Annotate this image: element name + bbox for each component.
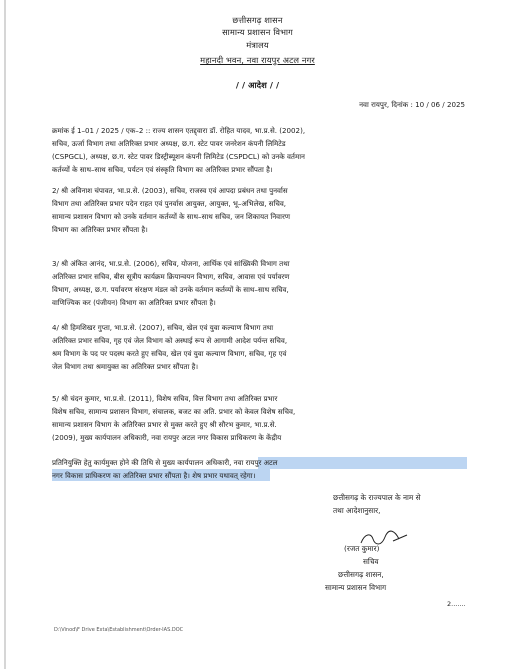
para3-line: अतिरिक्त प्रभार सचिव, बीस सूत्रीय कार्यक्रम क्रियान्वयन विभाग, सचिव, आवास एवं पर्यावरण [52,272,290,281]
para4-line: श्रम विभाग के पद पर पदस्थ करते हुए सचिव, खेल एवं युवा कल्याण विभाग, सचिव, गृह एवं [52,349,287,358]
file-path: D:\Vinod\F Drive Exta\Establishment\Order-IAS.DOC [54,627,184,633]
para3-line: विभाग, अध्यक्ष, छ.ग. पर्यावरण संरक्षण मंडल को उनके वर्तमान कर्तव्यों के साथ–साथ सचिव, [52,285,289,294]
ministry-label: मंत्रालय [246,40,269,50]
para5-line: प्रतिनियुक्ति हेतु कार्यमुक्त होने की तिथि से मुख्य कार्यपालन अधिकारी, नवा रायपुर अटल [52,458,278,467]
para2-line: 2/ श्री अविनाश चंपावत, भा.प्र.से. (2003), सचिव, राजस्व एवं आपदा प्रबंधन तथा पुनर्वास [52,186,288,195]
para5-line: सामान्य प्रशासन विभाग के अतिरिक्त प्रभार से मुक्त करते हुए श्री सौरभ कुमार, भा.प्र.से. [52,420,277,429]
para2-line: सामान्य प्रशासन विभाग को उनके वर्तमान कर्तव्यों के साथ–साथ सचिव, जन शिकायत निवारण [52,212,290,221]
page-continuation-marker: 2....... [447,600,466,608]
para2-line: विभाग का अतिरिक्त प्रभार सौंपता है। [52,225,148,234]
signatory-office: छत्तीसगढ़ शासन, [338,570,384,579]
para5-line: नगर विकास प्राधिकरण का अतिरिक्त प्रभार सौंपता है। शेष प्रभार यथावत् रहेगा। [52,471,256,480]
para5-line: 5/ श्री चंदन कुमार, भा.प्र.से. (2011), विशेष सचिव, वित्त विभाग तथा अतिरिक्त प्रभार [52,394,278,403]
date-line: नवा रायपुर, दिनांक : 10 / 06 / 2025 [359,100,465,109]
para1-line: (CSPGCL), अध्यक्ष, छ.ग. स्टेट पावर डिस्ट्रीब्यूशन कंपनी लिमिटेड (CSPDCL) को उनके वर्तमान [52,152,305,161]
para4-line: अतिरिक्त प्रभार सचिव, गृह एवं जेल विभाग को अस्थाई रूप से आगामी आदेश पर्यन्त सचिव, [52,336,288,345]
govt-name: छत्तीसगढ़ शासन [232,15,283,25]
closing-line: छत्तीसगढ़ के राज्यपाल के नाम से [333,493,421,502]
para5-line: (2009), मुख्य कार्यपालन अधिकारी, नवा रायपुर अटल नगर विकास प्राधिकरण के केंद्रीय [52,433,282,442]
para5-line: विशेष सचिव, सामान्य प्रशासन विभाग, संचालक, बजट का अति. प्रभार को केवल विशेष सचिव, [52,407,296,416]
closing-line: तथा आदेशानुसार, [333,506,381,515]
address-line: महानदी भवन, नवा रायपुर अटल नगर [200,55,315,65]
department-name: सामान्य प्रशासन विभाग [222,27,293,37]
order-title: / / आदेश / / [235,80,280,90]
signatory-name: (रजत कुमार) [344,544,380,553]
para1-line: क्रमांक ई 1–01 / 2025 / एक–2 :: राज्य शासन एतद्द्वारा डॉ. रोहित यादव, भा.प्र.से. (2002), [52,126,306,135]
signatory-designation: सचिव [363,557,379,566]
para3-line: 3/ श्री अंकित आनंद, भा.प्र.से. (2006), सचिव, योजना, आर्थिक एवं सांख्यिकी विभाग तथा [52,259,290,268]
para2-line: विभाग तथा अतिरिक्त प्रभार पदेन राहत एवं पुनर्वास आयुक्त, आयुक्त, भू–अभिलेख, सचिव, [52,199,287,208]
signatory-department: सामान्य प्रशासन विभाग [325,583,387,592]
para4-line: 4/ श्री हिमशिखर गुप्ता, भा.प्र.से. (2007), सचिव, खेल एवं युवा कल्याण विभाग तथा [52,323,274,332]
scan-edge [4,0,6,669]
para1-line: कर्तव्यों के साथ–साथ सचिव, पर्यटन एवं संस्कृति विभाग का अतिरिक्त प्रभार सौंपता है। [52,165,273,174]
para1-line: सचिव, ऊर्जा विभाग तथा अतिरिक्त प्रभार अध्यक्ष, छ.ग. स्टेट पावर जनरेशन कंपनी लिमिटेड [52,139,286,148]
para3-line: वाणिज्यिक कर (पंजीयन) विभाग का अतिरिक्त प्रभार सौंपता है। [52,298,216,307]
para4-line: जेल विभाग तथा श्रमायुक्त का अतिरिक्त प्रभार सौंपता है। [52,362,199,371]
